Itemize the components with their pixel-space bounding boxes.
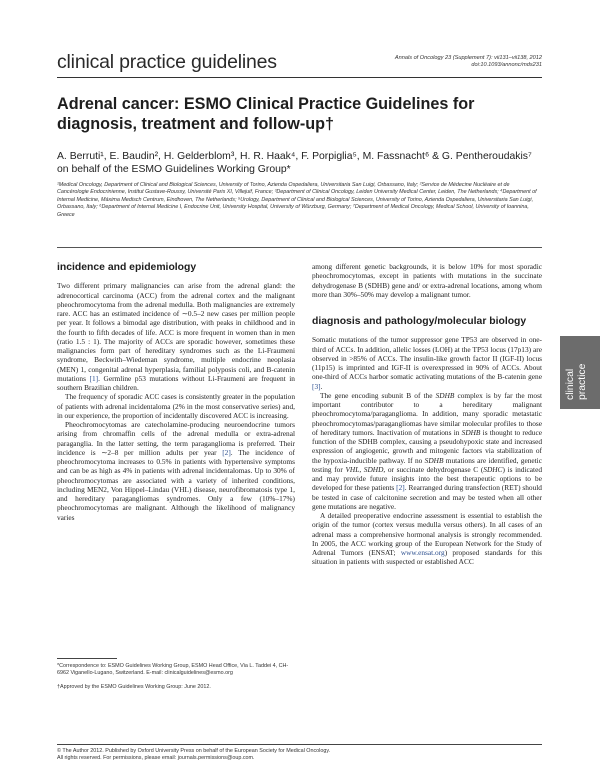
paragraph-text: . Rearranged during transfection (RET) should be tested in case of calcitonine secretion and may be tested when all other gene mutations are negative.: [312, 483, 542, 511]
side-tab-line: practice: [576, 363, 588, 400]
paragraph: The frequency of sporadic ACC cases is consistently greater in the population of patients with adrenal incidentaloma (2% in the most conservative series) and, in our experience, the proportion of incidentally discovered ACC is increasing.: [57, 392, 295, 420]
paragraph-text: complex is by far the most important contributor to a hereditary malignant pheochromocytoma/paraganglioma. In addition, many sporadic metastatic pheochromocytomas/paragangliomas have similar molecular profiles to those of hereditary tumors. Inactivation of mutations in: [312, 390, 542, 437]
paragraph-text: . Germline p53 mutations without Li-Fraumeni are frequent in southern Brazilian children.: [57, 373, 295, 393]
article-title: Adrenal cancer: ESMO Clinical Practice Guidelines for diagnosis, treatment and follow-up†: [57, 95, 475, 133]
footnotes: [57, 663, 297, 691]
permissions-line: All rights reserved. For permissions, please email: journals.permissions@oup.com.: [57, 755, 255, 762]
paragraph-text: The gene encoding subunit B of the: [320, 390, 436, 400]
paragraph-text: ) proposed standards for this situation in patients with suspected or established ACC: [312, 548, 542, 567]
footer-divider: [57, 744, 542, 745]
citation-ref[interactable]: [2]: [222, 447, 231, 457]
paragraph-text: ,: [359, 464, 364, 474]
author-affiliations: ¹Medical Oncology, Department of Clinical and Biological Sciences, University of Torino, Azienda Ospedaliera, Universitaria San Luigi, Orbassano, Italy; ²Service de Médecine Nucléaire et de Cancérologie Endocrinienne, Institut Gustave-Roussy, Université Paris XI, Villejuif, France; ³Department of Clinical Oncology, Leiden University Medical Center, Leiden, The Netherlands; ⁴Department of Internal Medicine, Máxima Medisch Centrum, Eindhoven, The Netherlands; ⁵Urology, Department of Clinical and Biological Sciences, University of Torino, Azienda Ospedaliera, Universitaria San Luigi, Orbassano, Italy; ⁶Department of Internal Medicine I, Endocrine Unit, University Hospital, University of Würzburg, Germany; ⁷Department of Medical Oncology, Medical School, University of Ioannina, Greece: [57, 182, 537, 218]
paragraph: [57, 281, 295, 392]
correspondence-note: *Correspondence to: ESMO Guidelines Working Group, ESMO Head Office, Via L. Taddei 4, CH-6962 Viganello-Lugano, Switzerland. E-mail: clinicalguidelines@esmo.org: [57, 663, 289, 677]
paragraph-text: ) is indicated and may provide future insights into the best therapeutic options to be developed for these patients: [312, 464, 542, 493]
paragraph: [57, 420, 295, 522]
paragraph-text: Two different primary malignancies can arise from the adrenal gland: the adrenocortical carcinoma (ACC) from the adrenal cortex and the malignant pheochromocytoma from the adrenal medulla. Both malignancies are extremely rare. ACC has an estimated incidence of ∼0.5–2 new cases per million people per year. It follows a bimodal age distribution, with peaks in childhood and in the fourth to fifth decades of life. ACC is more frequent in women than in men (ratio 1.5 : 1). The majority of ACCs are sporadic however, sometimes these malignancies form part of hereditary syndromes such as the Li-Fraumeni syndrome, Beckwith–Wiedeman syndrome, multiple endocrine neoplasia (MEN) 1, congenital adrenal hyperplasia, familial polyposis coli, and B-catenin mutations: [57, 281, 295, 383]
journal-section-title: clinical practice guidelines: [57, 51, 277, 73]
paragraph-text: A detailed preoperative endocrine assessment is essential to establish the origin of the tumor (cortex versus medulla versus others). In all cases of an adrenal mass a comprehensive hormonal analysis is strongly recommended. In 2005, the ACC working group of the European Network for the Study of Adrenal Tumors (ENSAT;: [312, 511, 542, 558]
header-divider: [57, 77, 542, 78]
section-heading-diagnosis: diagnosis and pathology/molecular biology: [312, 316, 527, 327]
citation-doi[interactable]: doi:10.1093/annonc/mds231: [471, 62, 542, 69]
section-heading-incidence: incidence and epidemiology: [57, 262, 197, 273]
right-column: [312, 262, 542, 567]
copyright-notice: [57, 748, 542, 763]
footnote-divider: [57, 658, 117, 659]
copyright-line: © The Author 2012. Published by Oxford University Press on behalf of the European Society for Medical Oncology.: [57, 748, 331, 754]
paragraph-text: Pheochromocytomas are catecholamine-producing neuroendocrine tumors arising from chromaffin cells of the adrenal medulla or extra-adrenal paraganglia. In the latter setting, the term paraganglioma is preferred. Their incidence is ∼2–8 per million adults per year: [57, 420, 295, 457]
gene-name: VHL: [345, 464, 360, 474]
ensat-link[interactable]: www.ensat.org: [400, 548, 445, 558]
citation-ref[interactable]: [1]: [89, 373, 99, 383]
approval-note: †Approved by the ESMO Guidelines Working Group: June 2012.: [57, 683, 211, 690]
paragraph-text: Somatic mutations of the tumor suppressor gene TP53 are observed in one-third of ACCs. In addition, allelic losses (LOH) at the TP53 locus (17p13) are observed in >85% of ACCs. The insulin-like growth factor II (IGF-II) locus (11p15) is imprinted and IGF-II is overexpressed in 90% of ACCs. About one-third of ACCs harbor somatic activating mutations of the B-catenin gene: [312, 335, 542, 382]
gene-name: SDHB: [424, 455, 444, 465]
side-tab-line: clinical: [565, 368, 576, 400]
author-list: A. Berruti¹, E. Baudin², H. Gelderblom³, H. R. Haak⁴, F. Porpiglia⁵, M. Fassnacht⁶ & G. Pentheroudakis⁷ on behalf of the ESMO Guidelines Working Group*: [57, 151, 532, 176]
gene-name: SDHC: [483, 464, 503, 474]
paragraph-text: is thought to reduce function of the SDHB complex, causing a pseudohypoxic state and increased expression of angiogenic, growth and mitogenic factors via stabilization of the hypoxia-inducible pathway. If no: [312, 427, 542, 465]
paragraph: [312, 335, 542, 391]
paragraph: [312, 511, 542, 567]
paragraph-text: .: [320, 381, 323, 391]
citation-ref[interactable]: [2]: [396, 483, 405, 493]
citation-info: [395, 55, 542, 69]
paragraph-text: mutations are identified, genetic testing for: [312, 455, 542, 474]
citation-journal: Annals of Oncology 23 (Supplement 7): vii131–vii138, 2012: [394, 55, 542, 61]
gene-name: SDHB: [461, 427, 481, 437]
paragraph: [312, 391, 542, 511]
title-divider: [57, 247, 542, 248]
side-section-tab: [560, 336, 600, 409]
gene-name: SDHD: [363, 464, 384, 474]
paragraph-text: . The incidence of pheochromocytoma increases to 0.5% in patients with hypertensive symptoms and can be as high as 4% in patients with adrenal incidentalomas. Up to 30% of pheochromocytomas are associated with a variety of inherited conditions, including MEN2, Von Hippel–Lindau (VHL) disease, neurofibromatosis type 1, and hereditary paragangliomas syndromes. Only a few (10%–17%) pheochromocytomas are malignant. Although the likelihood of malignancy varies: [57, 447, 295, 522]
paragraph-text: , or succinate dehydrogenase C (: [383, 464, 484, 474]
side-tab-label: [565, 364, 588, 400]
citation-ref[interactable]: [3]: [312, 381, 321, 391]
left-column: [57, 262, 295, 522]
paragraph: among different genetic backgrounds, it is below 10% for most sporadic pheochromocytomas, except in patients with mutations in the succinate dehydrogenase B (SDHB) gene and/ or extra-adrenal locations, among whom more than 30%–50% may develop a malignant tumor.: [312, 262, 542, 299]
gene-name: SDHB: [435, 390, 455, 400]
